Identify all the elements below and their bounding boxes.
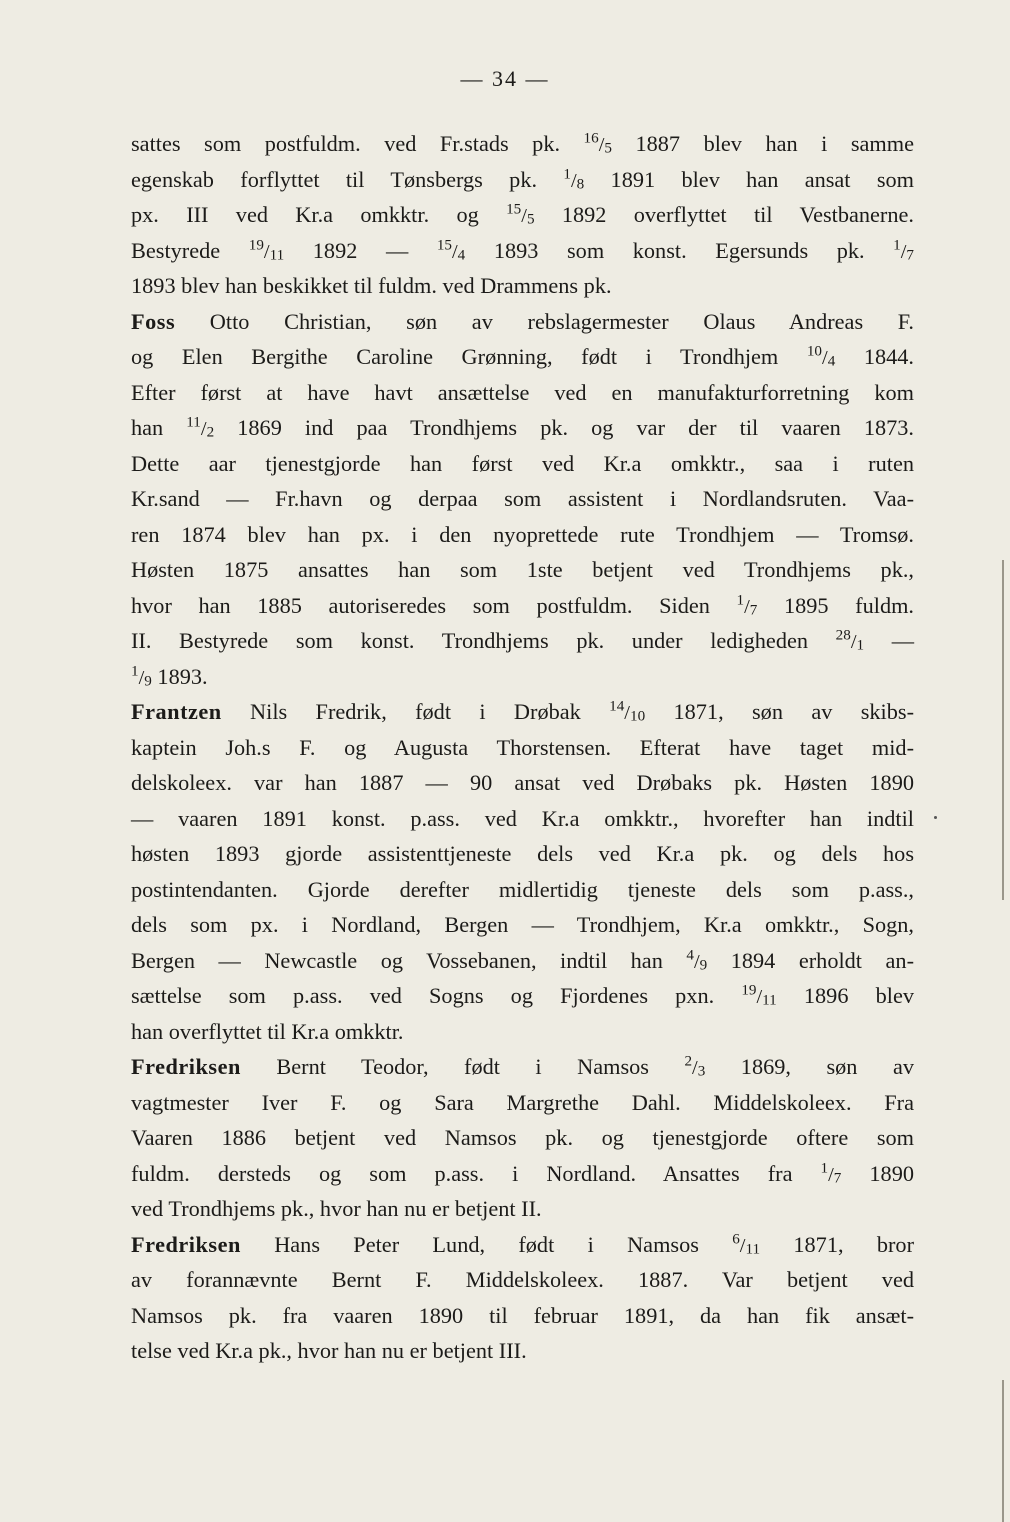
fraction-month: 5 (604, 139, 612, 157)
text-line (131, 1227, 914, 1263)
text-line (131, 126, 914, 162)
fraction-month: 4 (827, 352, 836, 370)
fraction-month: 4 (457, 246, 466, 264)
date-fraction: $^{15}/_4$ (436, 236, 466, 264)
speck (934, 816, 937, 819)
text-segment: ved Trondhjems pk., hvor han nu er betjent II. (131, 1196, 542, 1221)
text-segment: Høsten 1875 ansattes han som 1ste betjent ved Trondhjems pk., (131, 557, 914, 582)
text-line (131, 1333, 914, 1369)
text-segment: 1891 blev han ansat som (584, 166, 914, 192)
fraction-month: 8 (576, 175, 585, 193)
date-fraction: $^{10}/_4$ (806, 342, 836, 370)
text-line (131, 481, 914, 517)
text-line (131, 978, 914, 1014)
date-fraction: $^1/_7$ (893, 236, 914, 264)
text-segment: og Elen Bergithe Caroline Grønning, født i Trondhjem (131, 344, 807, 369)
text-line (131, 907, 914, 943)
text-segment: Nils Fredrik, født i Drøbak (221, 699, 610, 724)
text-line (131, 552, 914, 588)
text-segment: 1894 erholdt an- (707, 947, 914, 973)
text-segment: egenskab forflyttet til Tønsbergs pk. (131, 166, 564, 192)
fraction-month: 11 (762, 991, 777, 1009)
document-body (131, 126, 914, 1369)
text-segment: 1844. (835, 344, 914, 369)
text-segment: 1896 blev (776, 983, 914, 1008)
date-fraction: $^{16}/_5$ (583, 129, 612, 157)
text-line (131, 623, 914, 659)
date-fraction: $^{19}/_{11}$ (248, 236, 285, 264)
text-segment: 1869, søn av (705, 1054, 914, 1079)
text-segment: 1892 overflyttet til Vestbanerne. (534, 202, 914, 227)
fraction-day: 15 (436, 236, 452, 254)
text-line (131, 162, 914, 198)
fraction-day: 11 (186, 413, 201, 431)
text-segment: Efter først at have havt ansættelse ved en manufakturforretning kom (131, 379, 914, 405)
date-fraction: $^{19}/_{11}$ (741, 981, 777, 1009)
fraction-day: 1 (563, 165, 571, 183)
text-line (131, 517, 914, 553)
fraction-month: 11 (269, 246, 285, 264)
fraction-day: 15 (506, 200, 522, 218)
text-segment: sattes som postfuldm. ved Fr.stads pk. (131, 131, 584, 156)
text-line (131, 836, 914, 872)
text-line (131, 765, 914, 801)
date-fraction: $^1/_7$ (820, 1159, 842, 1187)
text-line (131, 1049, 914, 1085)
text-segment: 1887 blev han i samme (611, 131, 914, 156)
fraction-month: 11 (745, 1240, 761, 1258)
fraction-day: 14 (609, 697, 625, 715)
fraction-day: 19 (248, 236, 264, 254)
text-segment: 1895 fuldm. (757, 592, 915, 618)
text-line (131, 339, 914, 375)
fraction-month: 7 (749, 601, 758, 619)
text-line (131, 304, 914, 340)
text-segment: Bergen — Newcastle og Vossebanen, indtil han (131, 947, 687, 973)
date-fraction: $^1/_9$ (131, 662, 152, 690)
text-line (131, 1120, 914, 1156)
text-segment: hvor han 1885 autoriseredes som postfuldm. Siden (131, 592, 737, 618)
fraction-day: 1 (131, 662, 139, 680)
text-segment: postintendanten. Gjorde derefter midlertidig tjeneste dels som p.ass., (131, 876, 914, 902)
text-line (131, 197, 914, 233)
text-line (131, 1156, 914, 1192)
text-segment: 1893 som konst. Egersunds pk. (465, 237, 894, 263)
text-segment: px. III ved Kr.a omkktr. og (131, 202, 507, 227)
text-segment: ren 1874 blev han px. i den nyoprettede rute Trondhjem — Tromsø. (131, 521, 914, 547)
text-line (131, 694, 914, 730)
date-fraction: $^{11}/_2$ (186, 413, 215, 441)
text-line (131, 268, 914, 304)
text-segment: Kr.sand — Fr.havn og derpaa som assistent i Nordlandsruten. Vaa- (131, 486, 914, 511)
text-segment: delskoleex. var han 1887 — 90 ansat ved Drøbaks pk. Høsten 1890 (131, 770, 914, 795)
date-fraction: $^2/_3$ (684, 1052, 706, 1080)
fraction-day: 1 (893, 236, 901, 254)
fraction-day: 10 (806, 342, 822, 360)
date-fraction: $^{14}/_{10}$ (609, 697, 646, 725)
text-segment: Namsos pk. fra vaaren 1890 til februar 1891, da han fik ansæt- (131, 1302, 914, 1328)
fraction-day: 6 (732, 1230, 740, 1248)
text-line (131, 1085, 914, 1121)
text-segment: dels som px. i Nordland, Bergen — Trondhjem, Kr.a omkktr., Sogn, (131, 912, 914, 937)
text-segment: Vaaren 1886 betjent ved Namsos pk. og tjenestgjorde oftere som (131, 1125, 914, 1150)
fraction-month: 3 (697, 1062, 706, 1080)
date-fraction: $^6/_{11}$ (732, 1230, 761, 1258)
text-line (131, 588, 914, 624)
text-segment: 1890 (841, 1160, 914, 1186)
text-segment: — (864, 628, 914, 653)
date-fraction: $^{28}/_1$ (835, 626, 865, 654)
text-line (131, 659, 914, 695)
text-segment: han (131, 415, 187, 440)
text-segment: Bestyrede (131, 237, 249, 263)
fraction-day: 2 (684, 1052, 693, 1070)
text-line (131, 1191, 914, 1227)
page-edge-mark (1002, 560, 1004, 900)
text-segment: han overflyttet til Kr.a omkktr. (131, 1018, 404, 1044)
text-line (131, 1014, 914, 1050)
text-segment: sættelse som p.ass. ved Sogns og Fjordenes pxn. (131, 983, 742, 1008)
text-segment: telse ved Kr.a pk., hvor han nu er betjent III. (131, 1338, 527, 1363)
entry-name: Fredriksen (131, 1231, 241, 1257)
text-line (131, 1262, 914, 1298)
entry-name: Frantzen (131, 699, 222, 724)
text-segment: 1893. (151, 663, 208, 689)
text-line (131, 233, 914, 269)
text-segment: 1892 — (284, 237, 437, 263)
fraction-month: 7 (906, 246, 914, 264)
text-line (131, 446, 914, 482)
text-line (131, 1298, 914, 1334)
fraction-month: 2 (206, 423, 215, 441)
fraction-day: 19 (741, 981, 757, 999)
text-segment: II. Bestyrede som konst. Trondhjems pk. under ledigheden (131, 628, 836, 653)
text-line (131, 375, 914, 411)
text-segment: fuldm. dersteds og som p.ass. i Nordland. Ansattes fra (131, 1160, 821, 1186)
text-segment: Hans Peter Lund, født i Namsos (240, 1231, 733, 1257)
text-segment: 1871, bror (760, 1231, 914, 1257)
fraction-month: 5 (526, 210, 535, 228)
date-fraction: $^4/_9$ (686, 946, 708, 974)
text-segment: høsten 1893 gjorde assistenttjeneste dels ved Kr.a pk. og dels hos (131, 841, 914, 866)
text-line (131, 410, 914, 446)
text-segment: Dette aar tjenestgjorde han først ved Kr.a omkktr., saa i ruten (131, 450, 914, 476)
date-fraction: $^{15}/_5$ (506, 200, 535, 228)
text-line (131, 872, 914, 908)
text-line (131, 730, 914, 766)
entry-name: Foss (131, 308, 176, 334)
fraction-month: 1 (856, 636, 865, 654)
fraction-month: 10 (629, 707, 646, 725)
fraction-day: 1 (736, 591, 745, 609)
fraction-day: 4 (686, 946, 694, 964)
text-segment: vagtmester Iver F. og Sara Margrethe Dahl. Middelskoleex. Fra (131, 1089, 914, 1115)
date-fraction: $^1/_7$ (736, 591, 758, 619)
text-segment: Otto Christian, søn av rebslagermester Olaus Andreas F. (175, 308, 914, 334)
fraction-day: 28 (835, 626, 851, 644)
page-edge-mark (1002, 1380, 1004, 1522)
page-number: — 34 — (460, 66, 550, 91)
fraction-day: 16 (583, 129, 599, 147)
fraction-month: 7 (833, 1169, 842, 1187)
text-segment: — vaaren 1891 konst. p.ass. ved Kr.a omkktr., hvorefter han indtil (131, 805, 914, 831)
entry-name: Fredriksen (131, 1054, 241, 1079)
text-segment: 1871, søn av skibs- (645, 699, 914, 724)
text-segment: 1893 blev han beskikket til fuldm. ved Drammens pk. (131, 273, 612, 298)
text-line (131, 801, 914, 837)
fraction-month: 9 (699, 956, 708, 974)
text-segment: 1869 ind paa Trondhjems pk. og var der til vaaren 1873. (214, 415, 914, 440)
text-segment: av forannævnte Bernt F. Middelskoleex. 1887. Var betjent ved (131, 1267, 914, 1292)
date-fraction: $^1/_8$ (563, 165, 585, 193)
text-line (131, 943, 914, 979)
fraction-month: 9 (144, 672, 152, 690)
text-segment: Bernt Teodor, født i Namsos (240, 1054, 685, 1079)
fraction-day: 1 (820, 1159, 829, 1177)
text-segment: kaptein Joh.s F. og Augusta Thorstensen. Efterat have taget mid- (131, 734, 914, 760)
